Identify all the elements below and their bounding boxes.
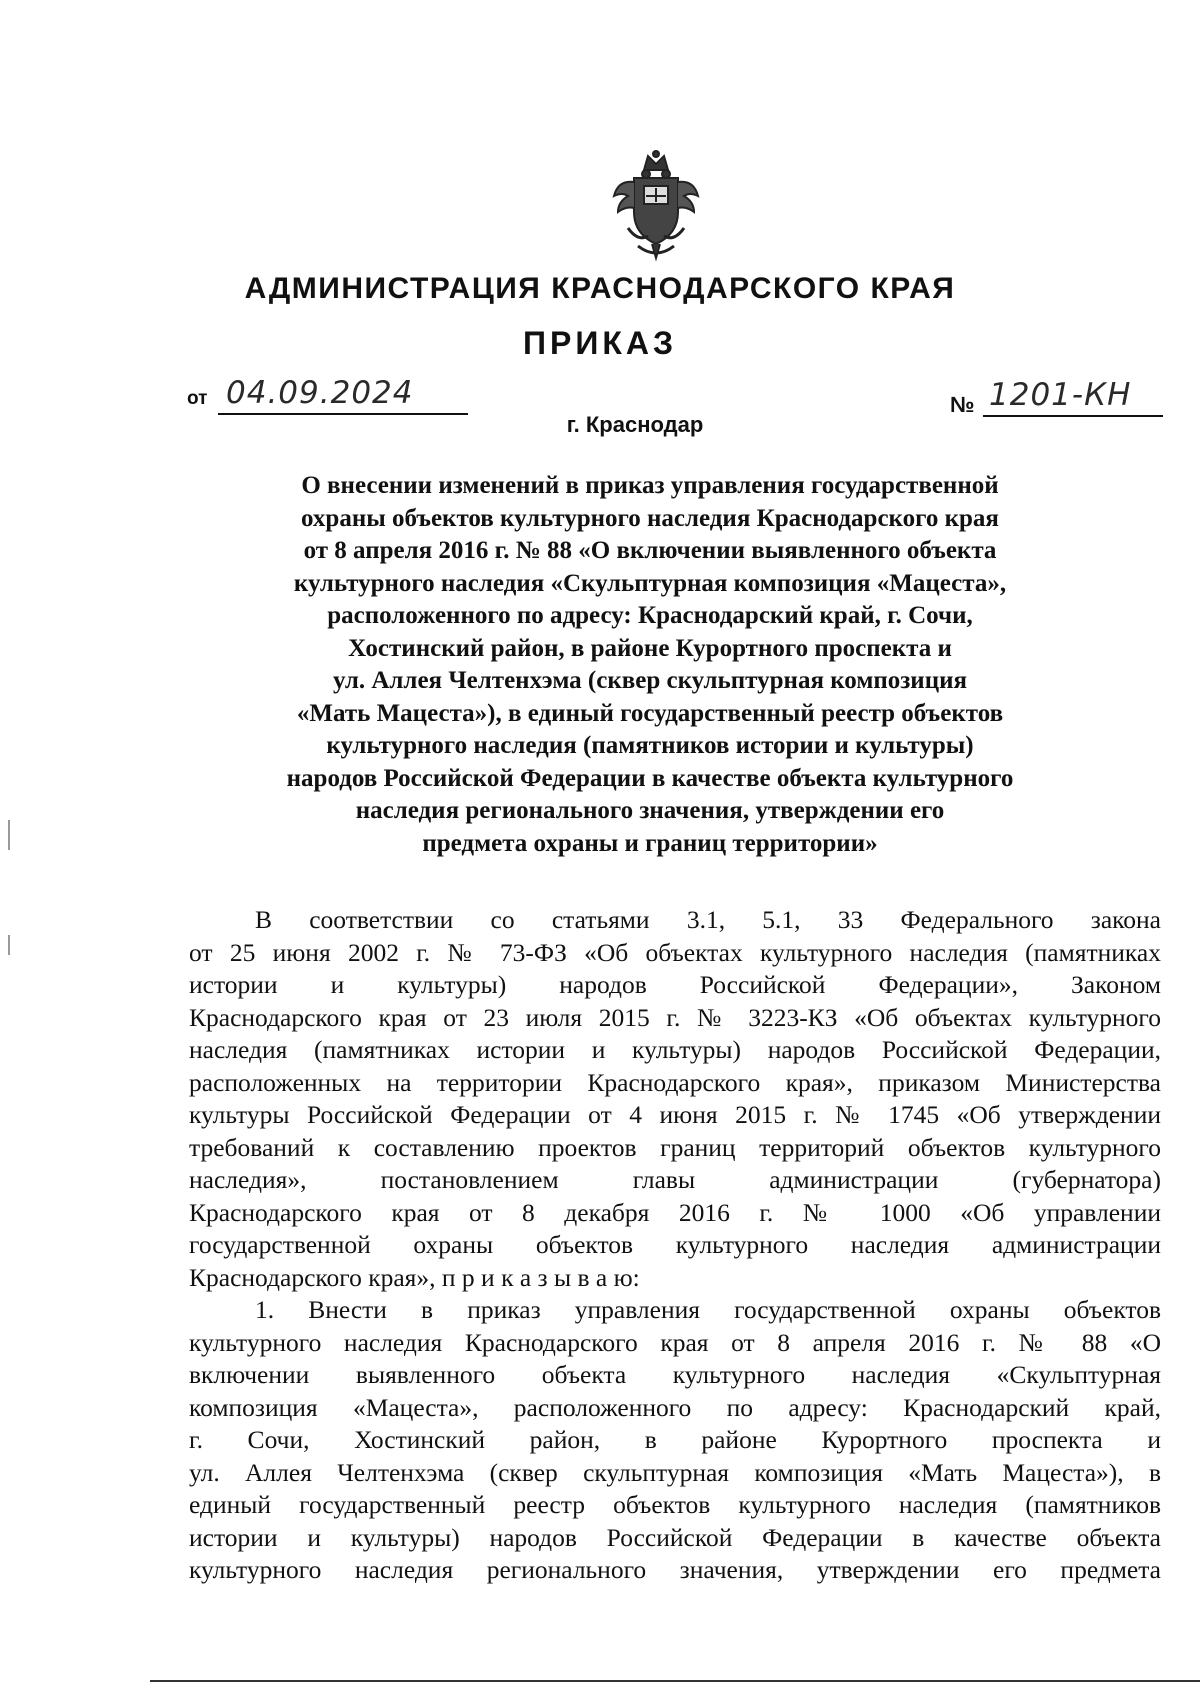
title-line: от 8 апреля 2016 г. № 88 «О включении выявленного объекта [303, 537, 997, 564]
title-line: культурного наследия (памятников истории и культуры) [326, 732, 974, 759]
coat-of-arms-emblem [608, 150, 704, 262]
body-line: г. Сочи, Хостинский район, в районе Курортного проспекта и [189, 1425, 1161, 1454]
body-line: культуры Российской Федерации от 4 июня 2015 г. № 1745 «Об утверждении [189, 1100, 1161, 1129]
title-line: Хостинский район, в районе Курортного проспекта и [348, 634, 952, 662]
title-line: расположенного по адресу: Краснодарский край, г. Сочи, [327, 602, 973, 629]
title-line: наследия регионального значения, утверждении его [355, 797, 945, 824]
scan-artifact [8, 820, 10, 850]
title-line: О внесении изменений в приказ управления государственной [301, 472, 999, 499]
body-line: 1. Внести в приказ управления государственной охраны объектов [255, 1295, 1161, 1324]
handwritten-date: 04.09.2024 [226, 375, 414, 411]
document-body [189, 904, 1161, 1587]
number-label: № [950, 392, 975, 417]
title-line: предмета охраны и границ территории» [422, 829, 878, 857]
body-line: включении выявленного объекта культурного наследия «Скульптурная [189, 1360, 1161, 1389]
body-line: Краснодарского края», п р и к а з ы в а ю: [189, 1262, 640, 1292]
body-line: наследия (памятниках истории и культуры) народов Российской Федерации, [189, 1035, 1161, 1064]
date-label: от [187, 388, 208, 409]
body-line: ул. Аллея Челтенхэма (сквер скульптурная композиция «Мать Мацеста»), в [189, 1457, 1161, 1487]
title-line: ул. Аллея Челтенхэма (сквер скульптурная композиция [332, 667, 968, 694]
body-line: композиция «Мацеста», расположенного по адресу: Краснодарский край, [189, 1392, 1161, 1422]
scan-edge-line [150, 1680, 1200, 1682]
date-field [218, 375, 468, 415]
organization-heading: АДМИНИСТРАЦИЯ КРАСНОДАРСКОГО КРАЯ [244, 272, 956, 305]
document-type-heading: ПРИКАЗ [522, 325, 678, 361]
body-line: от 25 июня 2002 г. № 73-ФЗ «Об объектах культурного наследия (памятниках [189, 937, 1161, 967]
title-line: охраны объектов культурного наследия Краснодарского края [301, 504, 999, 532]
body-line: единый государственный реестр объектов культурного наследия (памятников [189, 1490, 1161, 1519]
title-line: «Мать Мацеста»), в единый государственный реестр объектов [296, 699, 1004, 727]
title-line: народов Российской Федерации в качестве объекта культурного [286, 764, 1014, 792]
title-line: культурного наследия «Скульптурная композиция «Мацеста», [293, 569, 1007, 597]
number-field [983, 377, 1163, 417]
body-line: Краснодарского края от 23 июля 2015 г. № 3223-КЗ «Об объектах культурного [189, 1002, 1161, 1032]
body-line: культурного наследия регионального значения, утверждении его предмета [189, 1555, 1161, 1584]
document-title [200, 470, 1100, 860]
body-line: государственной охраны объектов культурного наследия администрации [189, 1230, 1161, 1259]
scan-artifact [8, 935, 10, 955]
body-line: истории и культуры) народов Российской Федерации», Законом [189, 970, 1161, 999]
body-line: расположенных на территории Краснодарского края», приказом Министерства [189, 1067, 1161, 1097]
body-line: наследия», постановлением главы администрации (губернатора) [189, 1165, 1161, 1194]
body-line: культурного наследия Краснодарского края от 8 апреля 2016 г. № 88 «О [189, 1327, 1161, 1357]
body-line: Краснодарского края от 8 декабря 2016 г. № 1000 «Об управлении [189, 1197, 1161, 1227]
body-line: требований к составлению проектов границ территорий объектов культурного [189, 1132, 1161, 1162]
body-line: В соответствии со статьями 3.1, 5.1, 33 Федерального закона [255, 905, 1161, 934]
handwritten-number: 1201-КН [989, 377, 1132, 413]
city-label: г. Краснодар [566, 412, 704, 437]
body-line: истории и культуры) народов Российской Федерации в качестве объекта [189, 1522, 1161, 1552]
